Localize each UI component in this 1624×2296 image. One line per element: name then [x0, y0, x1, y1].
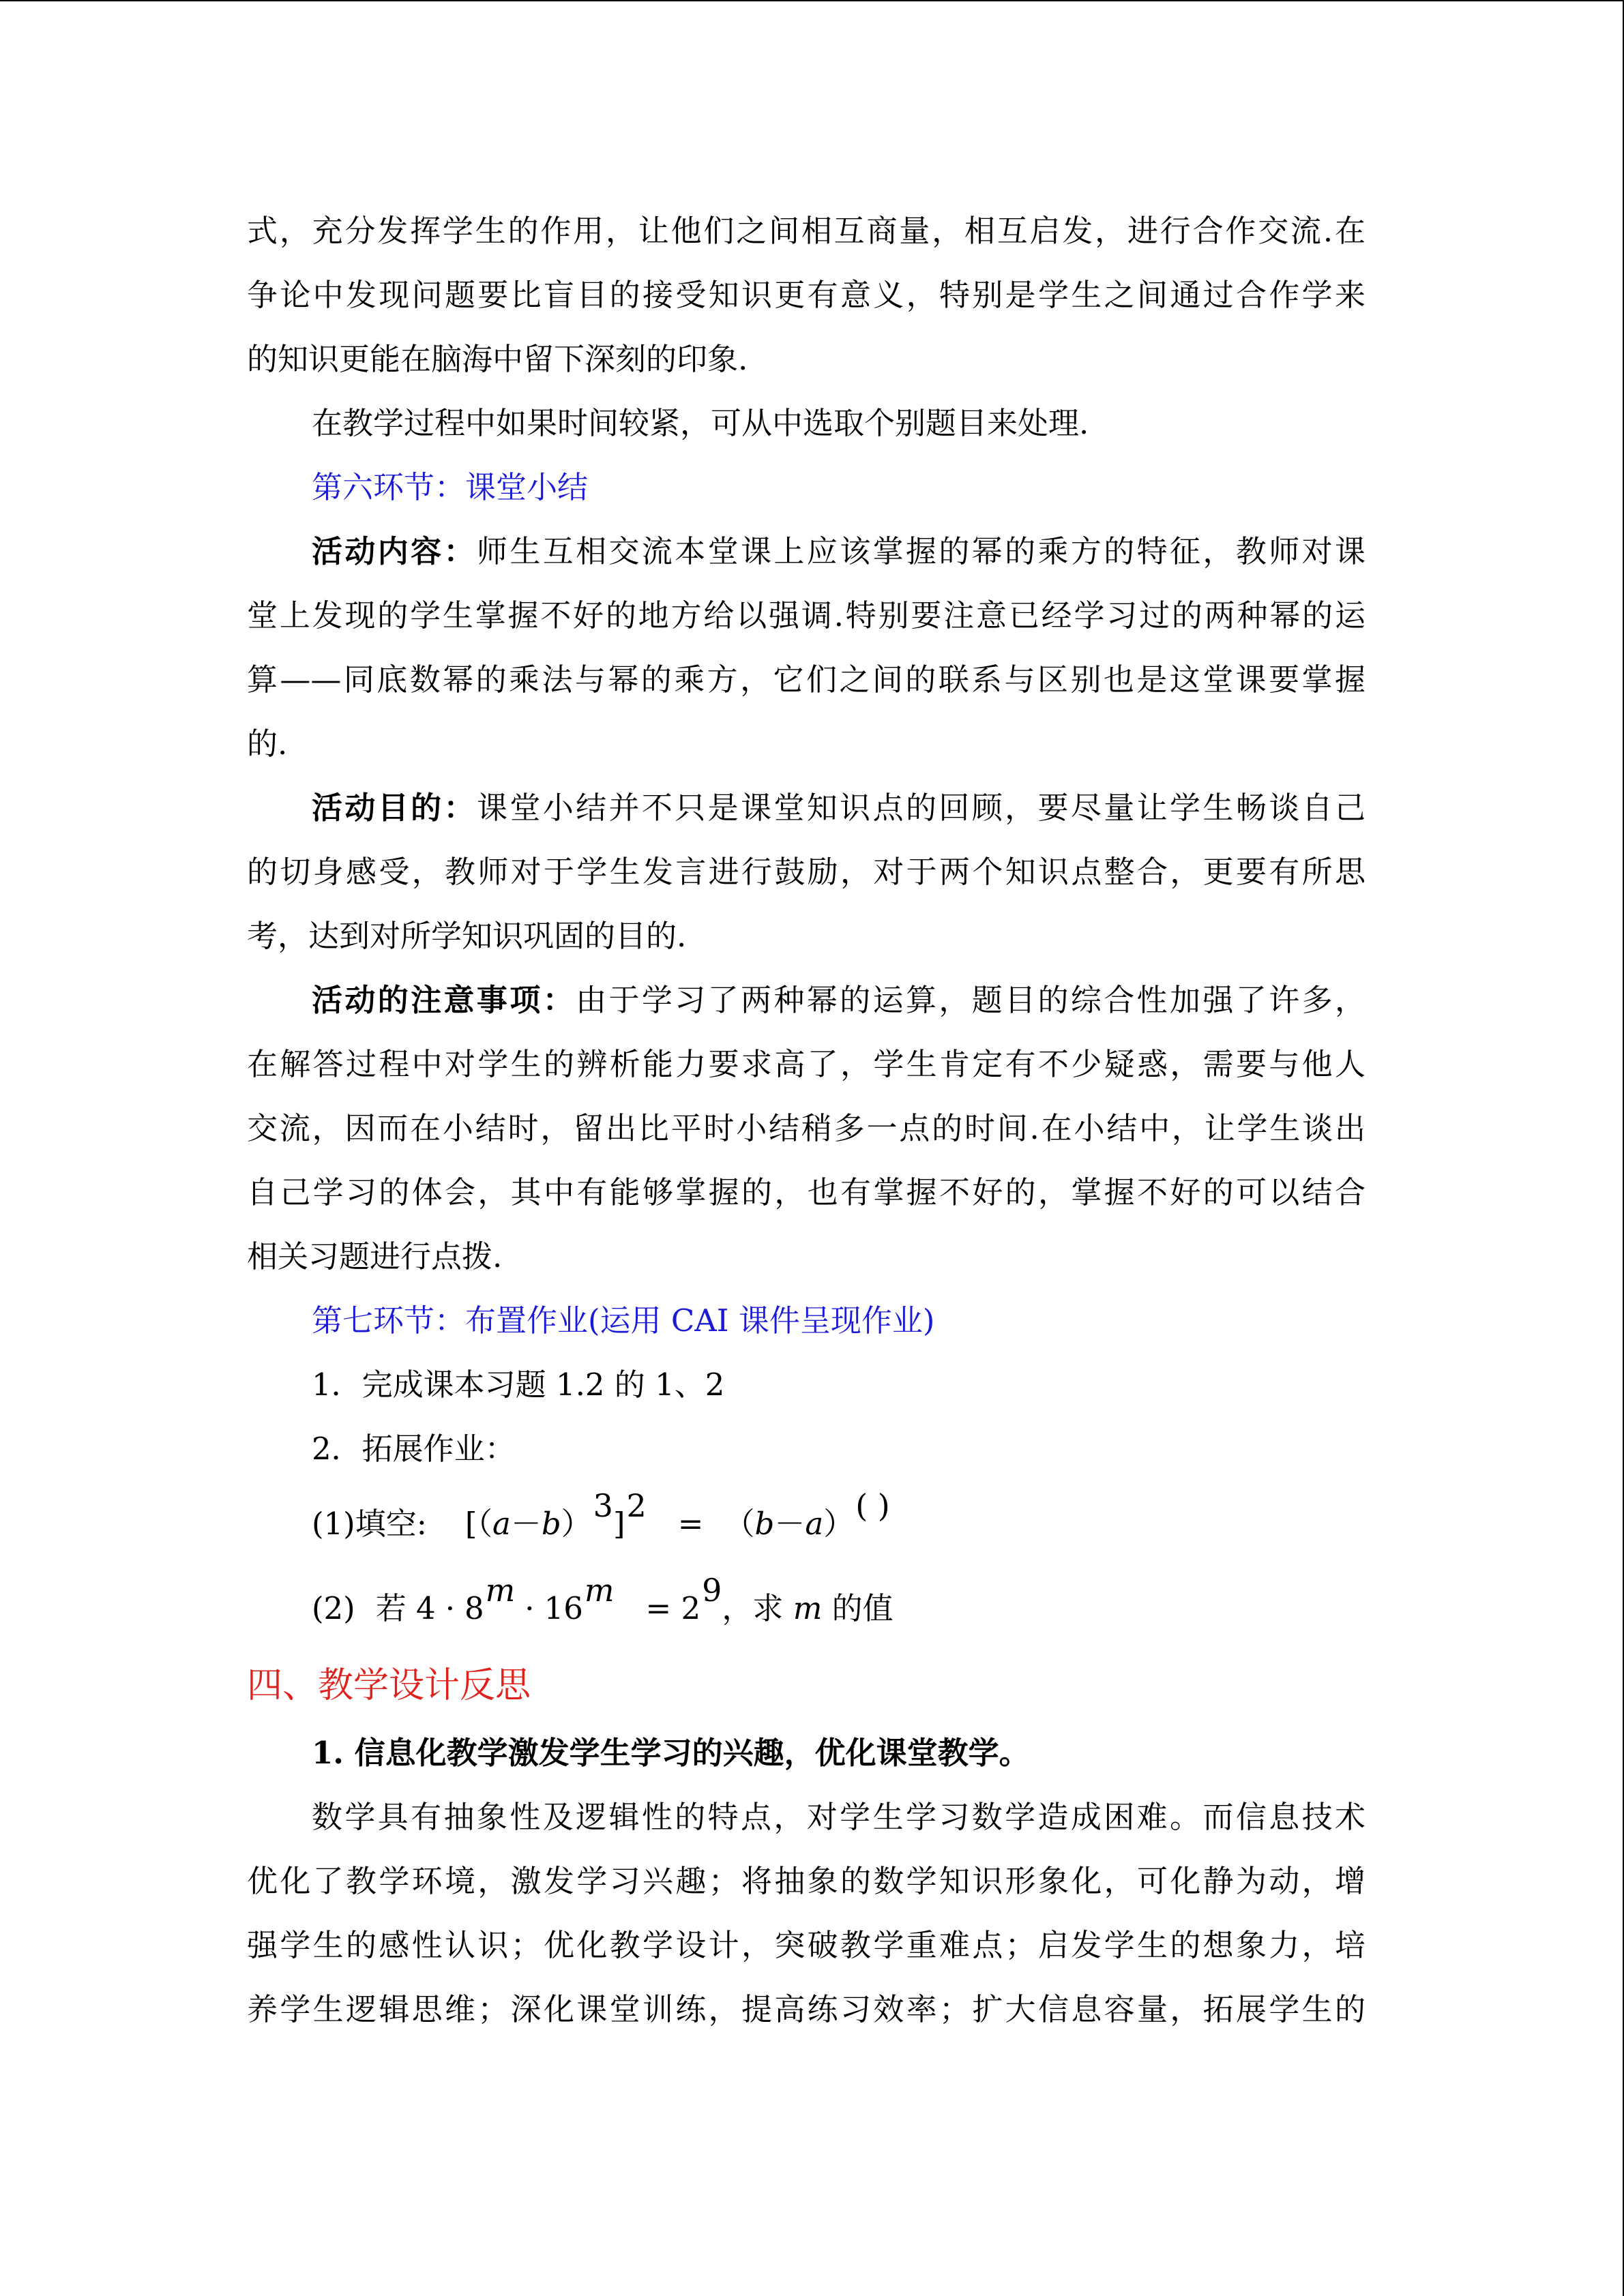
formula-fill-blank [247, 1481, 1365, 1566]
section-heading-6: 第六环节：课堂小结 [312, 469, 589, 505]
paragraph-line: 堂上发现的学生掌握不好的地方给以强调.特别要注意已经学习过的两种幂的运 [247, 597, 1365, 633]
formula-2-equals: = 2 [645, 1590, 701, 1626]
paragraph-line: 的切身感受，教师对于学生发言进行鼓励，对于两个知识点整合，更要有所思 [247, 854, 1365, 890]
formula-1-minus-2: － [774, 1506, 806, 1542]
activity-content-first-line [247, 520, 1365, 584]
paragraph-line: 考，达到对所学知识巩固的目的. [247, 918, 687, 954]
activity-goal-first-line [247, 776, 1365, 840]
activity-notes-text: 由于学习了两种幂的运算，题目的综合性加强了许多， [576, 982, 1365, 1018]
paragraph-line: 在解答过程中对学生的辨析能力要求高了，学生肯定有不少疑惑，需要与他人 [247, 1046, 1365, 1082]
paragraph-line: 在教学过程中如果时间较紧，可从中选取个别题目来处理. [312, 405, 1089, 441]
activity-goal-text: 课堂小结并不只是课堂知识点的回顾，要尽量让学生畅谈自己 [476, 790, 1365, 826]
document-body [247, 199, 1365, 2042]
paragraph-line: 相关习题进行点拨. [247, 1238, 503, 1274]
formula-1-exp-inner: 3 [593, 1487, 613, 1524]
formula-1-minus: － [510, 1506, 542, 1542]
activity-notes-label: 活动的注意事项： [312, 982, 576, 1018]
homework-item-2: 2．拓展作业： [312, 1431, 516, 1467]
paragraph-line: 优化了教学环境，激发学习兴趣；将抽象的数学知识形象化，可化静为动，增 [247, 1863, 1365, 1899]
paragraph-line: 的. [247, 726, 288, 762]
paragraph-line: 强学生的感性认识；优化教学设计，突破教学重难点；启发学生的想象力，培 [247, 1927, 1365, 1963]
formula-2-label: (2) [312, 1590, 355, 1626]
section-heading-7: 第七环节：布置作业(运用 CAI 课件呈现作业) [312, 1302, 935, 1339]
activity-content-text: 师生互相交流本堂课上应该掌握的幂的乘方的特征，教师对课 [476, 533, 1365, 569]
formula-1-exp-outer: 2 [626, 1487, 647, 1524]
activity-notes-first-line [247, 968, 1365, 1032]
formula-2-dot-2: · [525, 1590, 535, 1626]
formula-1-var-a: a [492, 1506, 511, 1542]
paragraph-line: 自己学习的体会，其中有能够掌握的，也有掌握不好的，掌握不好的可以结合 [247, 1174, 1365, 1210]
formula-2-eight: 8 [464, 1590, 484, 1626]
paragraph-line: 的知识更能在脑海中留下深刻的印象. [247, 341, 748, 377]
formula-1-open-paren-2: （ [724, 1506, 755, 1542]
formula-2-exp-m-1: m [485, 1572, 516, 1609]
formula-1-label: (1)填空: [312, 1506, 427, 1542]
formula-2-ruo: 若 4 [375, 1590, 436, 1626]
activity-content-label: 活动内容： [312, 533, 477, 569]
paragraph-line: 争论中发现问题要比盲目的接受知识更有意义，特别是学生之间通过合作学来 [247, 277, 1365, 313]
paragraph-line: 养学生逻辑思维；深化课堂训练，提高练习效率；扩大信息容量，拓展学生的 [247, 1991, 1365, 2027]
formula-2-tail-post: 的值 [822, 1590, 894, 1626]
formula-2-sixteen: 16 [544, 1590, 583, 1626]
formula-1-blank-exponent: ( ) [855, 1487, 890, 1524]
formula-1-var-b: b [541, 1506, 561, 1542]
formula-2-exp-nine: 9 [702, 1572, 722, 1609]
formula-2-dot-1: · [445, 1590, 455, 1626]
formula-2-tail-pre: ，求 [722, 1590, 793, 1626]
formula-1-close-paren-2: ） [823, 1506, 855, 1542]
part-4-heading: 四、教学设计反思 [247, 1665, 531, 1706]
formula-2-exp-m-2: m [584, 1572, 615, 1609]
formula-1-equals: = [677, 1506, 704, 1542]
paragraph-line: 数学具有抽象性及逻辑性的特点，对学生学习数学造成困难。而信息技术 [312, 1799, 1365, 1835]
formula-1-var-a-2: a [805, 1506, 824, 1542]
paragraph-line: 交流，因而在小结时，留出比平时小结稍多一点的时间.在小结中，让学生谈出 [247, 1110, 1365, 1146]
formula-1-open-bracket: [（ [464, 1506, 492, 1542]
formula-1-var-b-2: b [754, 1506, 775, 1542]
paragraph-line: 算——同底数幂的乘法与幂的乘方，它们之间的联系与区别也是这堂课要掌握 [247, 661, 1365, 698]
subheading-1: 1. 信息化教学激发学生学习的兴趣，优化课堂教学。 [312, 1735, 1030, 1771]
formula-1-close-bracket: ] [612, 1506, 625, 1542]
formula-2-var-m: m [793, 1590, 823, 1626]
activity-goal-label: 活动目的： [312, 790, 477, 826]
homework-item-1: 1．完成课本习题 1.2 的 1、2 [312, 1367, 725, 1403]
paragraph-line: 式，充分发挥学生的作用，让他们之间相互商量，相互启发，进行合作交流.在 [247, 213, 1365, 249]
formula-1-close-paren: ） [561, 1506, 592, 1542]
formula-solve-m [247, 1566, 1365, 1650]
